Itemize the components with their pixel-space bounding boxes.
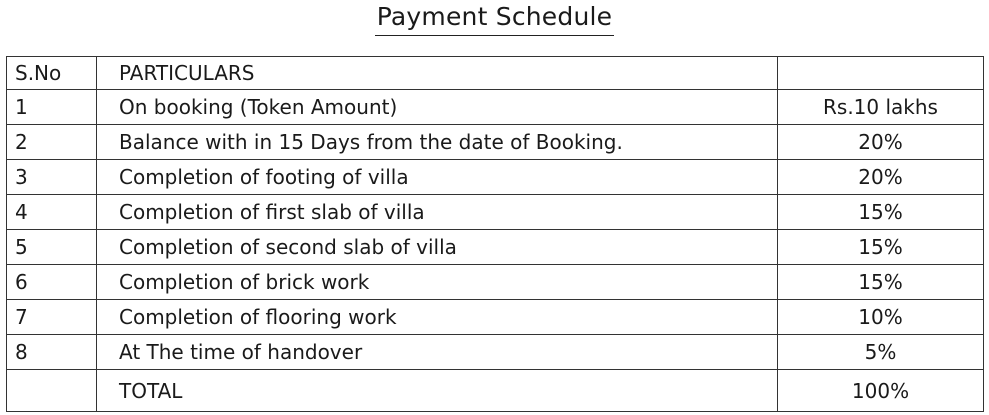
row-sno: 3	[7, 160, 97, 195]
header-particulars: PARTICULARS	[97, 57, 778, 90]
table-row	[7, 335, 984, 370]
row-particulars: Completion of first slab of villa	[97, 195, 778, 230]
row-sno: 7	[7, 300, 97, 335]
table-row	[7, 230, 984, 265]
row-sno: 4	[7, 195, 97, 230]
page-title: Payment Schedule	[375, 2, 614, 36]
header-sno: S.No	[7, 57, 97, 90]
row-sno: 1	[7, 90, 97, 125]
table-header-row	[7, 57, 984, 90]
total-sno	[7, 370, 97, 412]
table-body	[7, 57, 984, 412]
row-particulars: Completion of footing of villa	[97, 160, 778, 195]
table-row	[7, 160, 984, 195]
title-container	[0, 2, 989, 36]
table-row	[7, 300, 984, 335]
row-amount: 20%	[778, 125, 984, 160]
total-label: TOTAL	[97, 370, 778, 412]
table-row	[7, 195, 984, 230]
payment-schedule-table	[6, 56, 984, 412]
total-amount: 100%	[778, 370, 984, 412]
row-sno: 2	[7, 125, 97, 160]
table-row	[7, 265, 984, 300]
table-row	[7, 125, 984, 160]
table-row	[7, 90, 984, 125]
row-particulars: Completion of brick work	[97, 265, 778, 300]
row-sno: 5	[7, 230, 97, 265]
row-amount: 10%	[778, 300, 984, 335]
row-particulars: Balance with in 15 Days from the date of Booking.	[97, 125, 778, 160]
row-sno: 8	[7, 335, 97, 370]
row-amount: 5%	[778, 335, 984, 370]
total-row	[7, 370, 984, 412]
row-particulars: At The time of handover	[97, 335, 778, 370]
row-amount: 15%	[778, 195, 984, 230]
header-amount	[778, 57, 984, 90]
row-amount: 20%	[778, 160, 984, 195]
row-amount: Rs.10 lakhs	[778, 90, 984, 125]
row-particulars: On booking (Token Amount)	[97, 90, 778, 125]
row-amount: 15%	[778, 265, 984, 300]
row-particulars: Completion of second slab of villa	[97, 230, 778, 265]
row-sno: 6	[7, 265, 97, 300]
row-amount: 15%	[778, 230, 984, 265]
row-particulars: Completion of flooring work	[97, 300, 778, 335]
